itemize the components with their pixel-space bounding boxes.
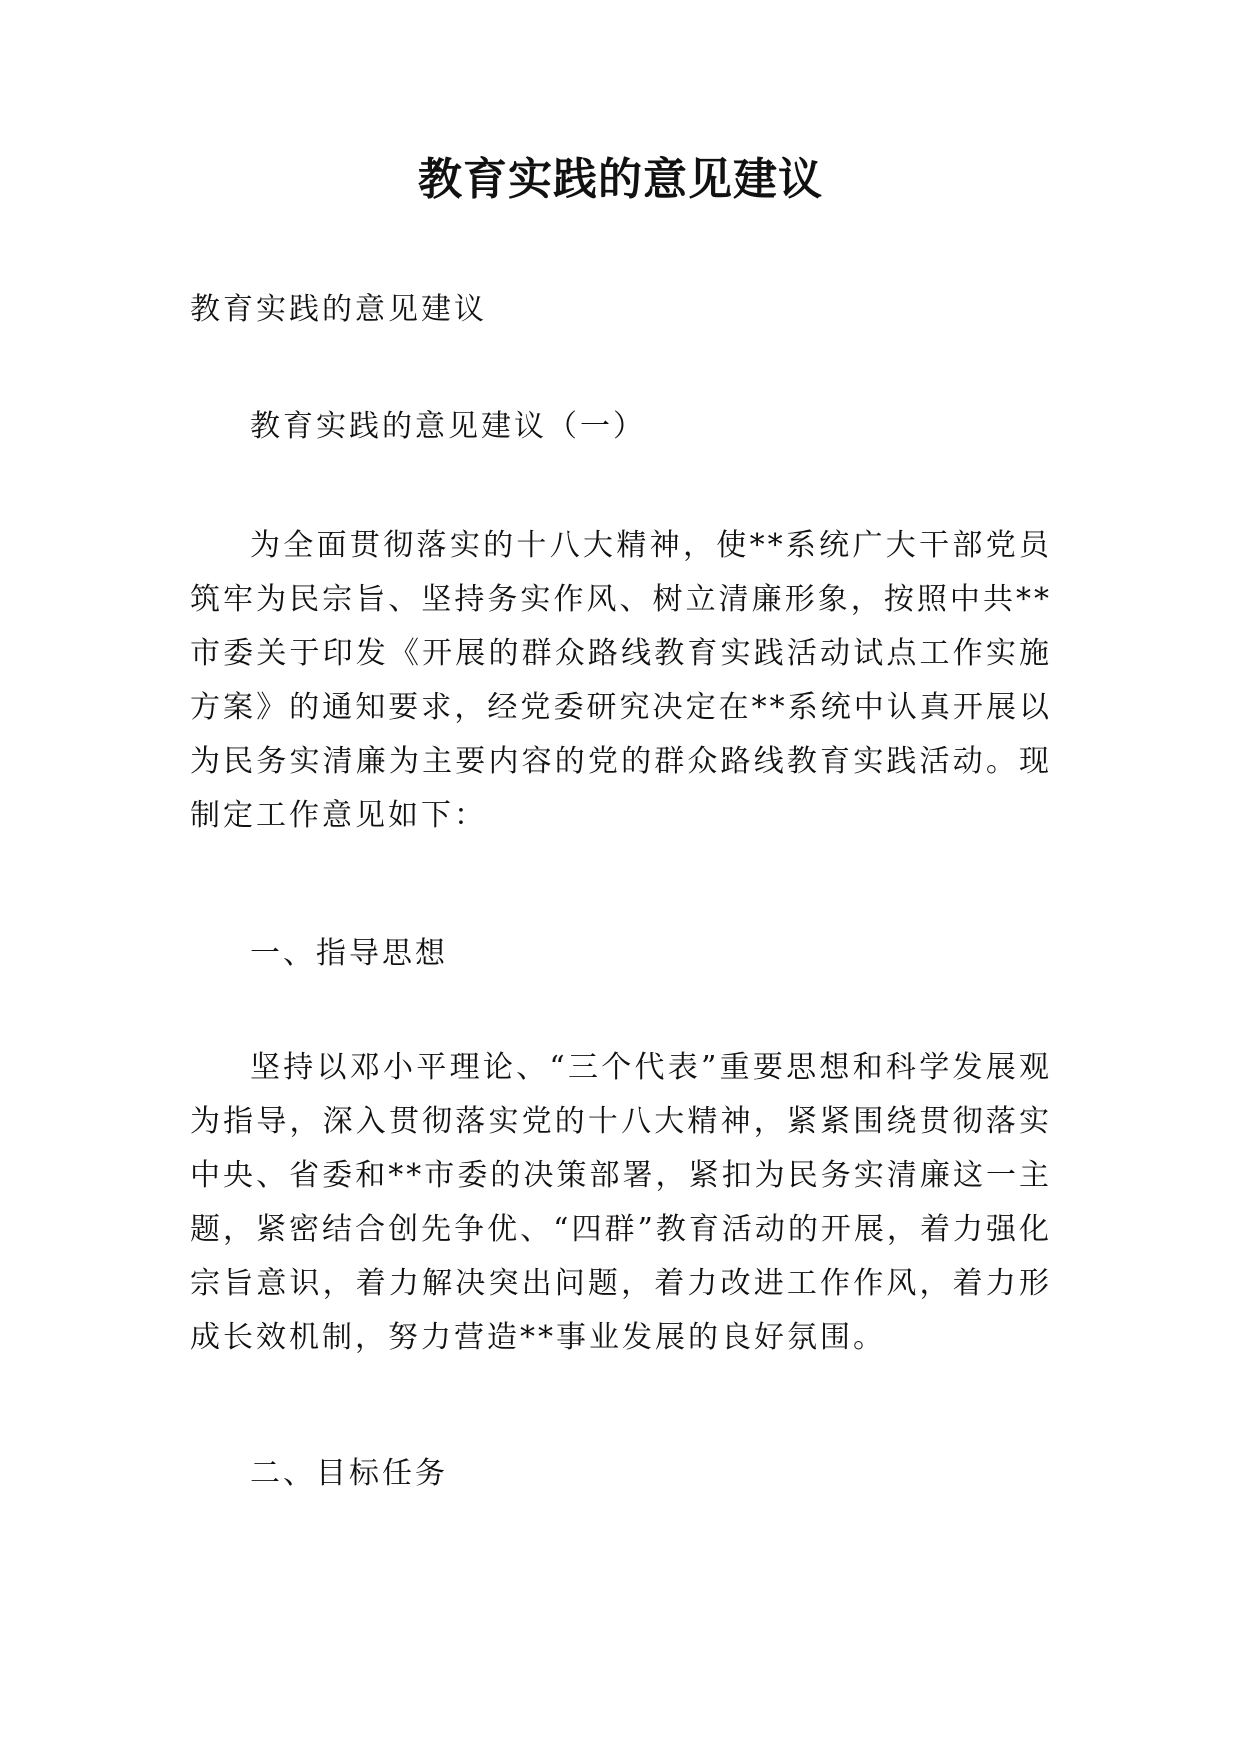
document-title: 教育实践的意见建议 bbox=[418, 154, 823, 205]
guiding-ideology-paragraph: 坚持以邓小平理论、“三个代表”重要思想和科学发展观为指导，深入贯彻落实党的十八大精神，紧紧围绕贯彻落实中央、省委和**市委的决策部署，紧扣为民务实清廉这一主题，紧密结合创先争优、“四群”教育活动的开展，着力强化宗旨意识，着力解决突出问题，着力改进工作作风，着力形成长效机制，努力营造**事业发展的良好氛围。 bbox=[190, 1050, 1052, 1355]
section-title: 教育实践的意见建议（一） bbox=[250, 409, 646, 444]
document-subtitle: 教育实践的意见建议 bbox=[190, 292, 487, 327]
intro-paragraph: 为全面贯彻落实的十八大精神，使**系统广大干部党员筑牢为民宗旨、坚持务实作风、树立清廉形象，按照中共**市委关于印发《开展的群众路线教育实践活动试点工作实施方案》的通知要求，经党委研究决定在**系统中认真开展以为民务实清廉为主要内容的党的群众路线教育实践活动。现制定工作意见如下： bbox=[190, 528, 1052, 833]
heading-goals-tasks: 二、目标任务 bbox=[250, 1456, 448, 1491]
heading-guiding-ideology: 一、指导思想 bbox=[250, 936, 448, 971]
